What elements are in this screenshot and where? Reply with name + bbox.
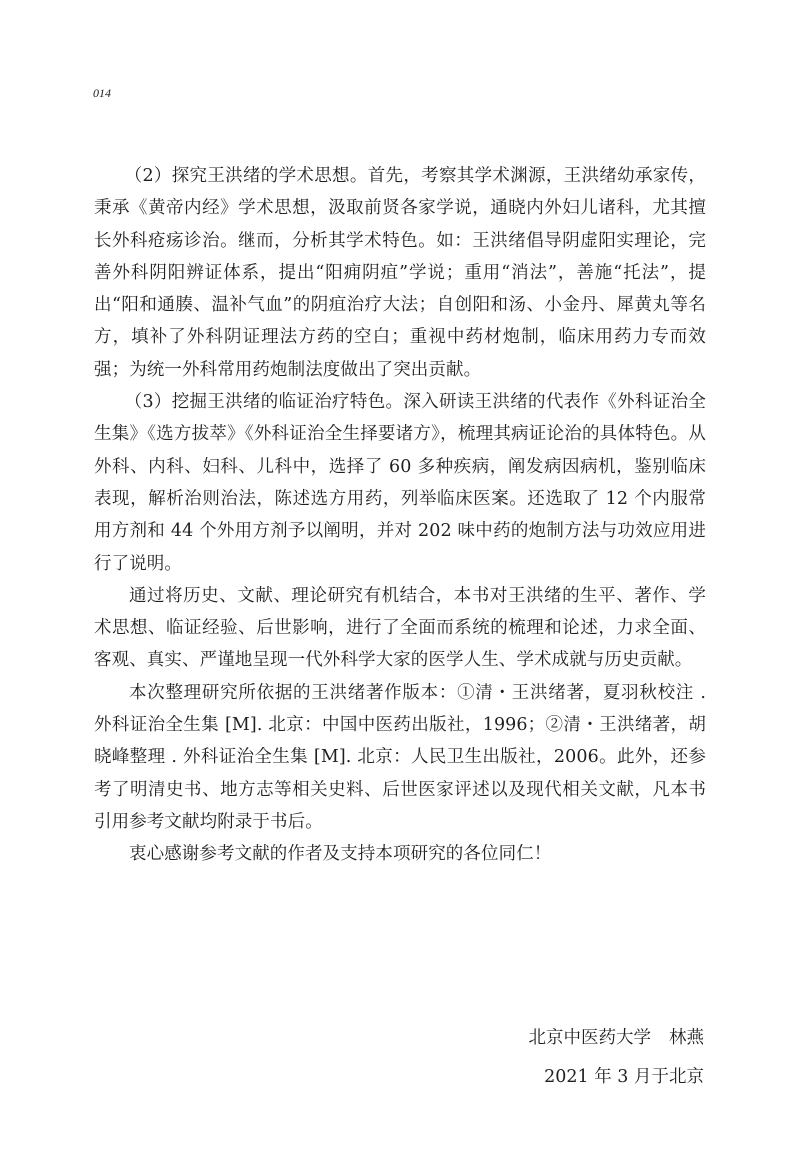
- paragraph-acknowledgement: 衷心感谢参考文献的作者及支持本项研究的各位同仁！: [129, 844, 552, 865]
- paragraph-reference-editions: 本次整理研究所依据的王洪绪著作版本：①清・王洪绪著，夏羽秋校注 . 外科证治全生集 [M]. 北京：中国中医药出版社，1996；②清・王洪绪著，胡晓峰整理 . 外科证治全生集 [M]. 北京：人民卫生出版社，2006。此外，还参考了明清史书、地方志等相关史料、后世医家评述以及现代相关文献，凡本书引用参考文献均附录于书后。: [94, 682, 706, 832]
- signature-institution: 北京中医药大学: [528, 1028, 651, 1048]
- page-number: 014: [93, 86, 111, 100]
- signature-author: 林燕: [669, 1028, 704, 1048]
- paragraph-academic-thought: （2）探究王洪绪的学术思想。首先，考察其学术渊源，王洪绪幼承家传，秉承《黄帝内经》学术思想，汲取前贤各家学说，通晓内外妇儿诸科，尤其擅长外科疮疡诊治。继而，分析其学术特色。如：王洪绪倡导阴虚阳实理论，完善外科阴阳辨证体系，提出“阳痈阴疽”学说；重用“消法”，善施“托法”，提出“阳和通腠、温补气血”的阴疽治疗大法；自创阳和汤、小金丹、犀黄丸等名方，填补了外科阴证理法方药的空白；重视中药材炮制，临床用药力专而效强；为统一外科常用药炮制法度做出了突出贡献。: [94, 166, 706, 380]
- paragraph-clinical-features: （3）挖掘王洪绪的临证治疗特色。深入研读王洪绪的代表作《外科证治全生集》《选方拔萃》《外科证治全生择要诸方》，梳理其病证论治的具体特色。从外科、内科、妇科、儿科中，选择了 60 多种疾病，阐发病因病机，鉴别临床表现，解析治则治法，陈述选方用药，列举临床医案。还选取了 12 个内服常用方剂和 44 个外用方剂予以阐明，并对 202 味中药的炮制方法与功效应用进行了说明。: [94, 392, 706, 574]
- signature-date: 2021 年 3 月于北京: [544, 1067, 704, 1087]
- signature-author-line: [529, 1026, 705, 1050]
- paragraph-research-method: 通过将历史、文献、理论研究有机结合，本书对王洪绪的生平、著作、学术思想、临证经验、后世影响，进行了全面而系统的梳理和论述，力求全面、客观、真实、严谨地呈现一代外科学大家的医学人生、学术成就与历史贡献。: [94, 585, 706, 671]
- body-text: [94, 160, 706, 871]
